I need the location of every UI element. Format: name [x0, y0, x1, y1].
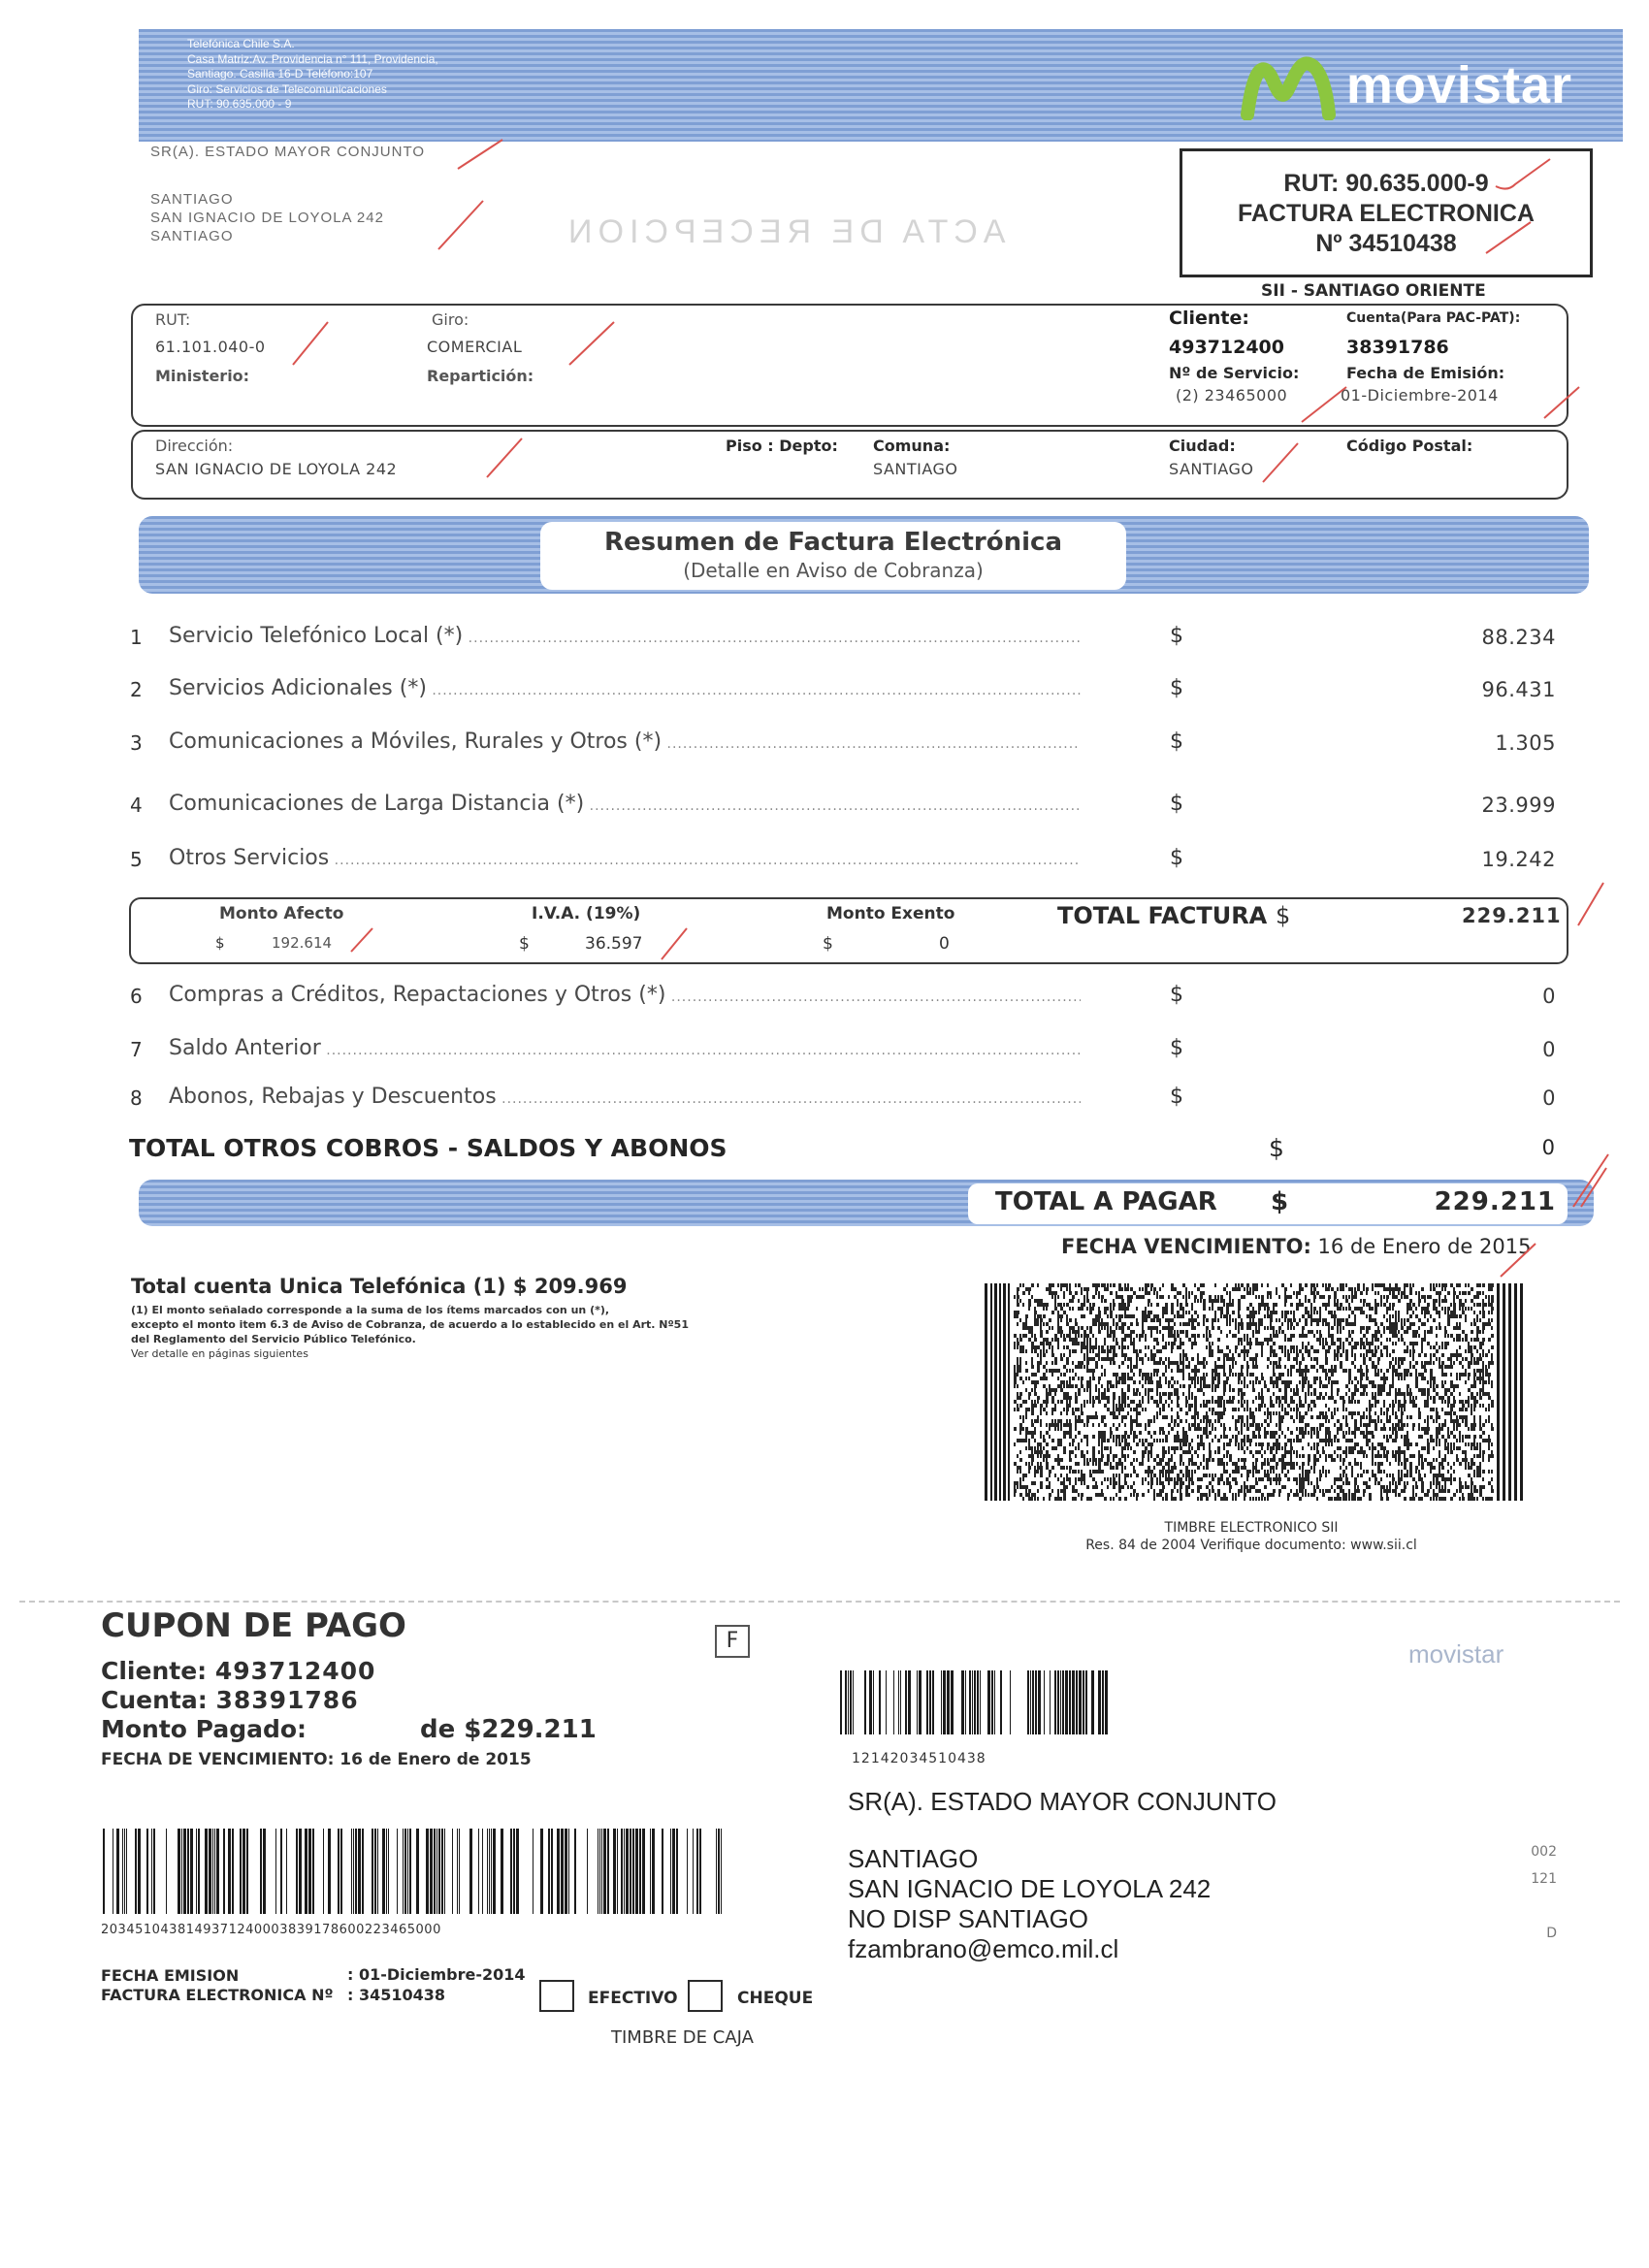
item-description: Saldo Anterior .....	[169, 1036, 1081, 1060]
pen-check-icon	[1300, 383, 1348, 427]
afecto-currency: $	[215, 934, 225, 952]
pen-check-icon	[1576, 881, 1605, 929]
item-number: 3	[130, 731, 143, 755]
item-amount: 19.242	[1481, 848, 1556, 871]
servicio-label: Nº de Servicio:	[1169, 364, 1300, 382]
coupon-monto-label: Monto Pagado:	[101, 1715, 307, 1743]
line-item	[130, 792, 1556, 825]
invoice-number-label: FACTURA ELECTRONICA Nº	[101, 1986, 334, 2004]
postal-label: Código Postal:	[1346, 437, 1473, 455]
line-item	[130, 1085, 1556, 1118]
cut-line	[19, 1601, 1620, 1603]
ciudad-value: SANTIAGO	[1169, 460, 1254, 478]
line-item	[130, 1036, 1556, 1069]
movistar-logo	[1240, 50, 1572, 120]
invoice-type: FACTURA ELECTRONICA	[1237, 200, 1535, 227]
header-band	[139, 29, 1623, 142]
footnote-line: Ver detalle en páginas siguientes	[131, 1347, 308, 1360]
pen-check-icon	[436, 199, 485, 252]
line-item	[130, 624, 1556, 657]
coupon-cliente	[101, 1657, 375, 1685]
item-description: Otros Servicios .....	[169, 846, 1081, 870]
due-date	[1061, 1235, 1531, 1258]
total-cuenta-unica: Total cuenta Unica Telefónica (1) $ 209.969	[131, 1275, 628, 1298]
addressee-city: SANTIAGO	[150, 191, 234, 208]
line-item	[130, 729, 1556, 762]
invoice-rut: RUT: 90.635.000-9	[1283, 170, 1489, 197]
cuenta-label: Cuenta(Para PAC-PAT):	[1346, 310, 1521, 326]
line-item	[130, 983, 1556, 1016]
other-charges-value: 0	[1541, 1136, 1555, 1159]
pen-check-icon	[485, 437, 524, 480]
cheque-checkbox[interactable]	[688, 1980, 723, 2012]
emission-labels	[101, 1966, 333, 2005]
pen-check-icon	[567, 320, 616, 369]
addressee-city: SANTIAGO	[150, 228, 234, 244]
item-number: 8	[130, 1086, 143, 1110]
exento-value: 0	[939, 934, 950, 954]
iva-value: 36.597	[585, 934, 643, 954]
item-number: 7	[130, 1038, 143, 1061]
pen-check-icon	[1542, 383, 1581, 422]
emission-date-value: : 01-Diciembre-2014	[347, 1965, 526, 1984]
pen-check-icon	[1571, 1152, 1610, 1211]
coupon-cuenta-value: 38391786	[215, 1686, 359, 1714]
mirrored-stamp: ACTA DE RECEPCION	[563, 213, 1006, 250]
routing-codes	[1518, 1838, 1557, 1947]
coupon-cliente-value: 493712400	[214, 1657, 376, 1685]
item-number: 5	[130, 848, 143, 871]
emision-label: Fecha de Emisión:	[1346, 364, 1505, 382]
efectivo-label: EFECTIVO	[588, 1989, 678, 2008]
cheque-label: CHEQUE	[737, 1989, 814, 2008]
direccion-label: Dirección:	[155, 437, 234, 455]
routing-code: 121	[1531, 1871, 1557, 1887]
coupon-cliente-label: Cliente:	[101, 1657, 208, 1685]
total-pay-currency: $	[1271, 1187, 1289, 1216]
item-number: 2	[130, 678, 143, 701]
brand-name: movistar	[1345, 56, 1572, 114]
invoice-number: Nº 34510438	[1315, 230, 1457, 257]
cuenta-value: 38391786	[1346, 337, 1449, 358]
cliente-value: 493712400	[1169, 337, 1284, 358]
addressee-name: SR(A). ESTADO MAYOR CONJUNTO	[150, 144, 426, 160]
payment-barcode	[101, 1829, 722, 1914]
cash-stamp-label: TIMBRE DE CAJA	[611, 2027, 754, 2048]
coupon-barcode-number: 12142034510438	[852, 1751, 986, 1766]
coupon-title: CUPON DE PAGO	[101, 1606, 406, 1645]
afecto-value: 192.614	[272, 934, 333, 952]
emision-value: 01-Diciembre-2014	[1341, 386, 1499, 405]
exento-currency: $	[823, 934, 833, 954]
company-line: Santiago. Casilla 16-D Teléfono:107	[187, 67, 373, 81]
coupon-barcode	[840, 1670, 1108, 1734]
item-number: 1	[130, 626, 143, 649]
giro-label: Giro:	[432, 310, 469, 329]
efectivo-checkbox[interactable]	[539, 1980, 574, 2012]
total-pay-label: TOTAL A PAGAR	[995, 1187, 1217, 1216]
item-description: Comunicaciones de Larga Distancia (*) .....	[169, 792, 1081, 816]
coupon-monto-value: de $229.211	[420, 1715, 597, 1744]
invoice-number-value: : 34510438	[347, 1986, 446, 2004]
company-info	[187, 37, 438, 113]
electronic-stamp-caption	[1048, 1519, 1455, 1554]
item-description: Abonos, Rebajas y Descuentos .....	[169, 1085, 1081, 1109]
comuna-value: SANTIAGO	[873, 460, 958, 478]
giro-value: COMERCIAL	[427, 338, 523, 356]
total-factura-label: TOTAL FACTURA	[1057, 902, 1268, 929]
routing-code: 002	[1531, 1844, 1557, 1860]
company-line: Casa Matriz:Av. Providencia n° 111, Providencia,	[187, 51, 438, 66]
due-date-value: 16 de Enero de 2015	[1317, 1235, 1532, 1258]
piso-label: Piso : Depto:	[726, 437, 838, 455]
addressee-block	[150, 143, 425, 245]
item-amount: 0	[1542, 1038, 1556, 1061]
f-mark-box: F	[715, 1625, 750, 1658]
coupon-cuenta	[101, 1686, 359, 1714]
item-currency: $	[1170, 1036, 1183, 1060]
item-currency: $	[1170, 1085, 1183, 1109]
item-description: Comunicaciones a Móviles, Rurales y Otros (*) .....	[169, 729, 1081, 754]
other-charges-total	[129, 1134, 1555, 1173]
item-amount: 0	[1542, 985, 1556, 1008]
item-description: Servicio Telefónico Local (*) .....	[169, 624, 1081, 648]
emission-values	[347, 1964, 526, 2005]
total-pay-value: 229.211	[1434, 1187, 1556, 1216]
mailing-address	[848, 1787, 1277, 1964]
emission-date-label: FECHA EMISION	[101, 1966, 240, 1985]
coupon-brand: movistar	[1408, 1639, 1504, 1669]
summary-title: Resumen de Factura Electrónica	[604, 528, 1062, 557]
exento-label: Monto Exento	[826, 904, 955, 923]
item-currency: $	[1170, 676, 1183, 700]
summary-subtitle: (Detalle en Aviso de Cobranza)	[683, 559, 984, 582]
addressee-street: SAN IGNACIO DE LOYOLA 242	[150, 210, 384, 226]
mailing-city: SANTIAGO	[848, 1844, 979, 1873]
pen-check-icon	[456, 136, 504, 175]
item-currency: $	[1170, 792, 1183, 816]
company-line: RUT: 90.635.000 - 9	[187, 97, 292, 111]
other-charges-label: TOTAL OTROS COBROS - SALDOS Y ABONOS	[129, 1134, 728, 1162]
item-amount: 0	[1542, 1086, 1556, 1110]
stamp-line: Res. 84 de 2004 Verifique documento: www.sii.cl	[1085, 1538, 1417, 1553]
summary-title-box	[540, 522, 1126, 590]
coupon-due-date: FECHA DE VENCIMIENTO: 16 de Enero de 2015	[101, 1750, 532, 1769]
ministerio-label: Ministerio:	[155, 367, 250, 385]
footnote	[131, 1303, 810, 1361]
item-description: Servicios Adicionales (*) .....	[169, 676, 1081, 700]
pen-check-icon	[349, 926, 374, 956]
afecto-label: Monto Afecto	[219, 904, 344, 923]
footnote-line: (1) El monto señalado corresponde a la suma de los ítems marcados con un (*),	[131, 1304, 610, 1316]
pen-check-icon	[1484, 218, 1533, 257]
iva-currency: $	[519, 934, 530, 954]
company-line: Telefónica Chile S.A.	[187, 37, 295, 50]
iva-label: I.V.A. (19%)	[532, 904, 641, 923]
routing-code: D	[1546, 1926, 1557, 1941]
stamp-line: TIMBRE ELECTRONICO SII	[1164, 1520, 1339, 1536]
reparticion-label: Repartición:	[427, 367, 534, 385]
pen-check-icon	[1499, 1242, 1537, 1280]
total-factura-currency: $	[1276, 902, 1291, 929]
mailing-dispatch: NO DISP SANTIAGO	[848, 1904, 1089, 1933]
item-currency: $	[1170, 846, 1183, 870]
line-item	[130, 676, 1556, 709]
total-pay-box	[968, 1183, 1568, 1224]
item-number: 6	[130, 985, 143, 1008]
coupon-cuenta-label: Cuenta:	[101, 1686, 208, 1714]
servicio-value: (2) 23465000	[1176, 386, 1288, 405]
footnote-line: del Reglamento del Servicio Público Telefónico.	[131, 1333, 416, 1345]
footnote-line: excepto el monto item 6.3 de Aviso de Cobranza, de acuerdo a lo establecido en el Art. Nº51	[131, 1318, 689, 1331]
direccion-value: SAN IGNACIO DE LOYOLA 242	[155, 460, 398, 478]
total-factura-value: 229.211	[1462, 904, 1562, 927]
item-amount: 96.431	[1481, 678, 1556, 701]
line-item	[130, 846, 1556, 879]
payment-barcode-number: 203451043814937124000383917860022346500​0	[101, 1923, 441, 1937]
item-currency: $	[1170, 624, 1183, 648]
mailing-email: fzambrano@emco.mil.cl	[848, 1934, 1119, 1963]
item-currency: $	[1170, 729, 1183, 754]
ciudad-label: Ciudad:	[1169, 437, 1236, 455]
item-amount: 1.305	[1495, 731, 1556, 755]
item-description: Compras a Créditos, Repactaciones y Otros (*) .....	[169, 983, 1081, 1007]
mailing-name: SR(A). ESTADO MAYOR CONJUNTO	[848, 1787, 1277, 1816]
item-amount: 88.234	[1481, 626, 1556, 649]
rut-label: RUT:	[155, 310, 191, 329]
pen-check-icon	[1494, 155, 1552, 194]
cliente-label: Cliente:	[1169, 308, 1249, 329]
mailing-street: SAN IGNACIO DE LOYOLA 242	[848, 1874, 1212, 1903]
electronic-stamp-barcode	[985, 1283, 1526, 1501]
rut-value: 61.101.040-0	[155, 338, 266, 356]
pen-check-icon	[660, 926, 689, 963]
item-number: 4	[130, 794, 143, 817]
pen-check-icon	[1261, 441, 1300, 485]
comuna-label: Comuna:	[873, 437, 951, 455]
item-amount: 23.999	[1481, 794, 1556, 817]
item-currency: $	[1170, 983, 1183, 1007]
other-charges-currency: $	[1269, 1134, 1284, 1162]
pen-check-icon	[291, 320, 330, 369]
due-date-label: FECHA VENCIMIENTO:	[1061, 1235, 1311, 1258]
movistar-m-icon	[1240, 50, 1337, 120]
sii-office: SII - SANTIAGO ORIENTE	[1261, 281, 1486, 301]
company-line: Giro: Servicios de Telecomunicaciones	[187, 81, 387, 96]
